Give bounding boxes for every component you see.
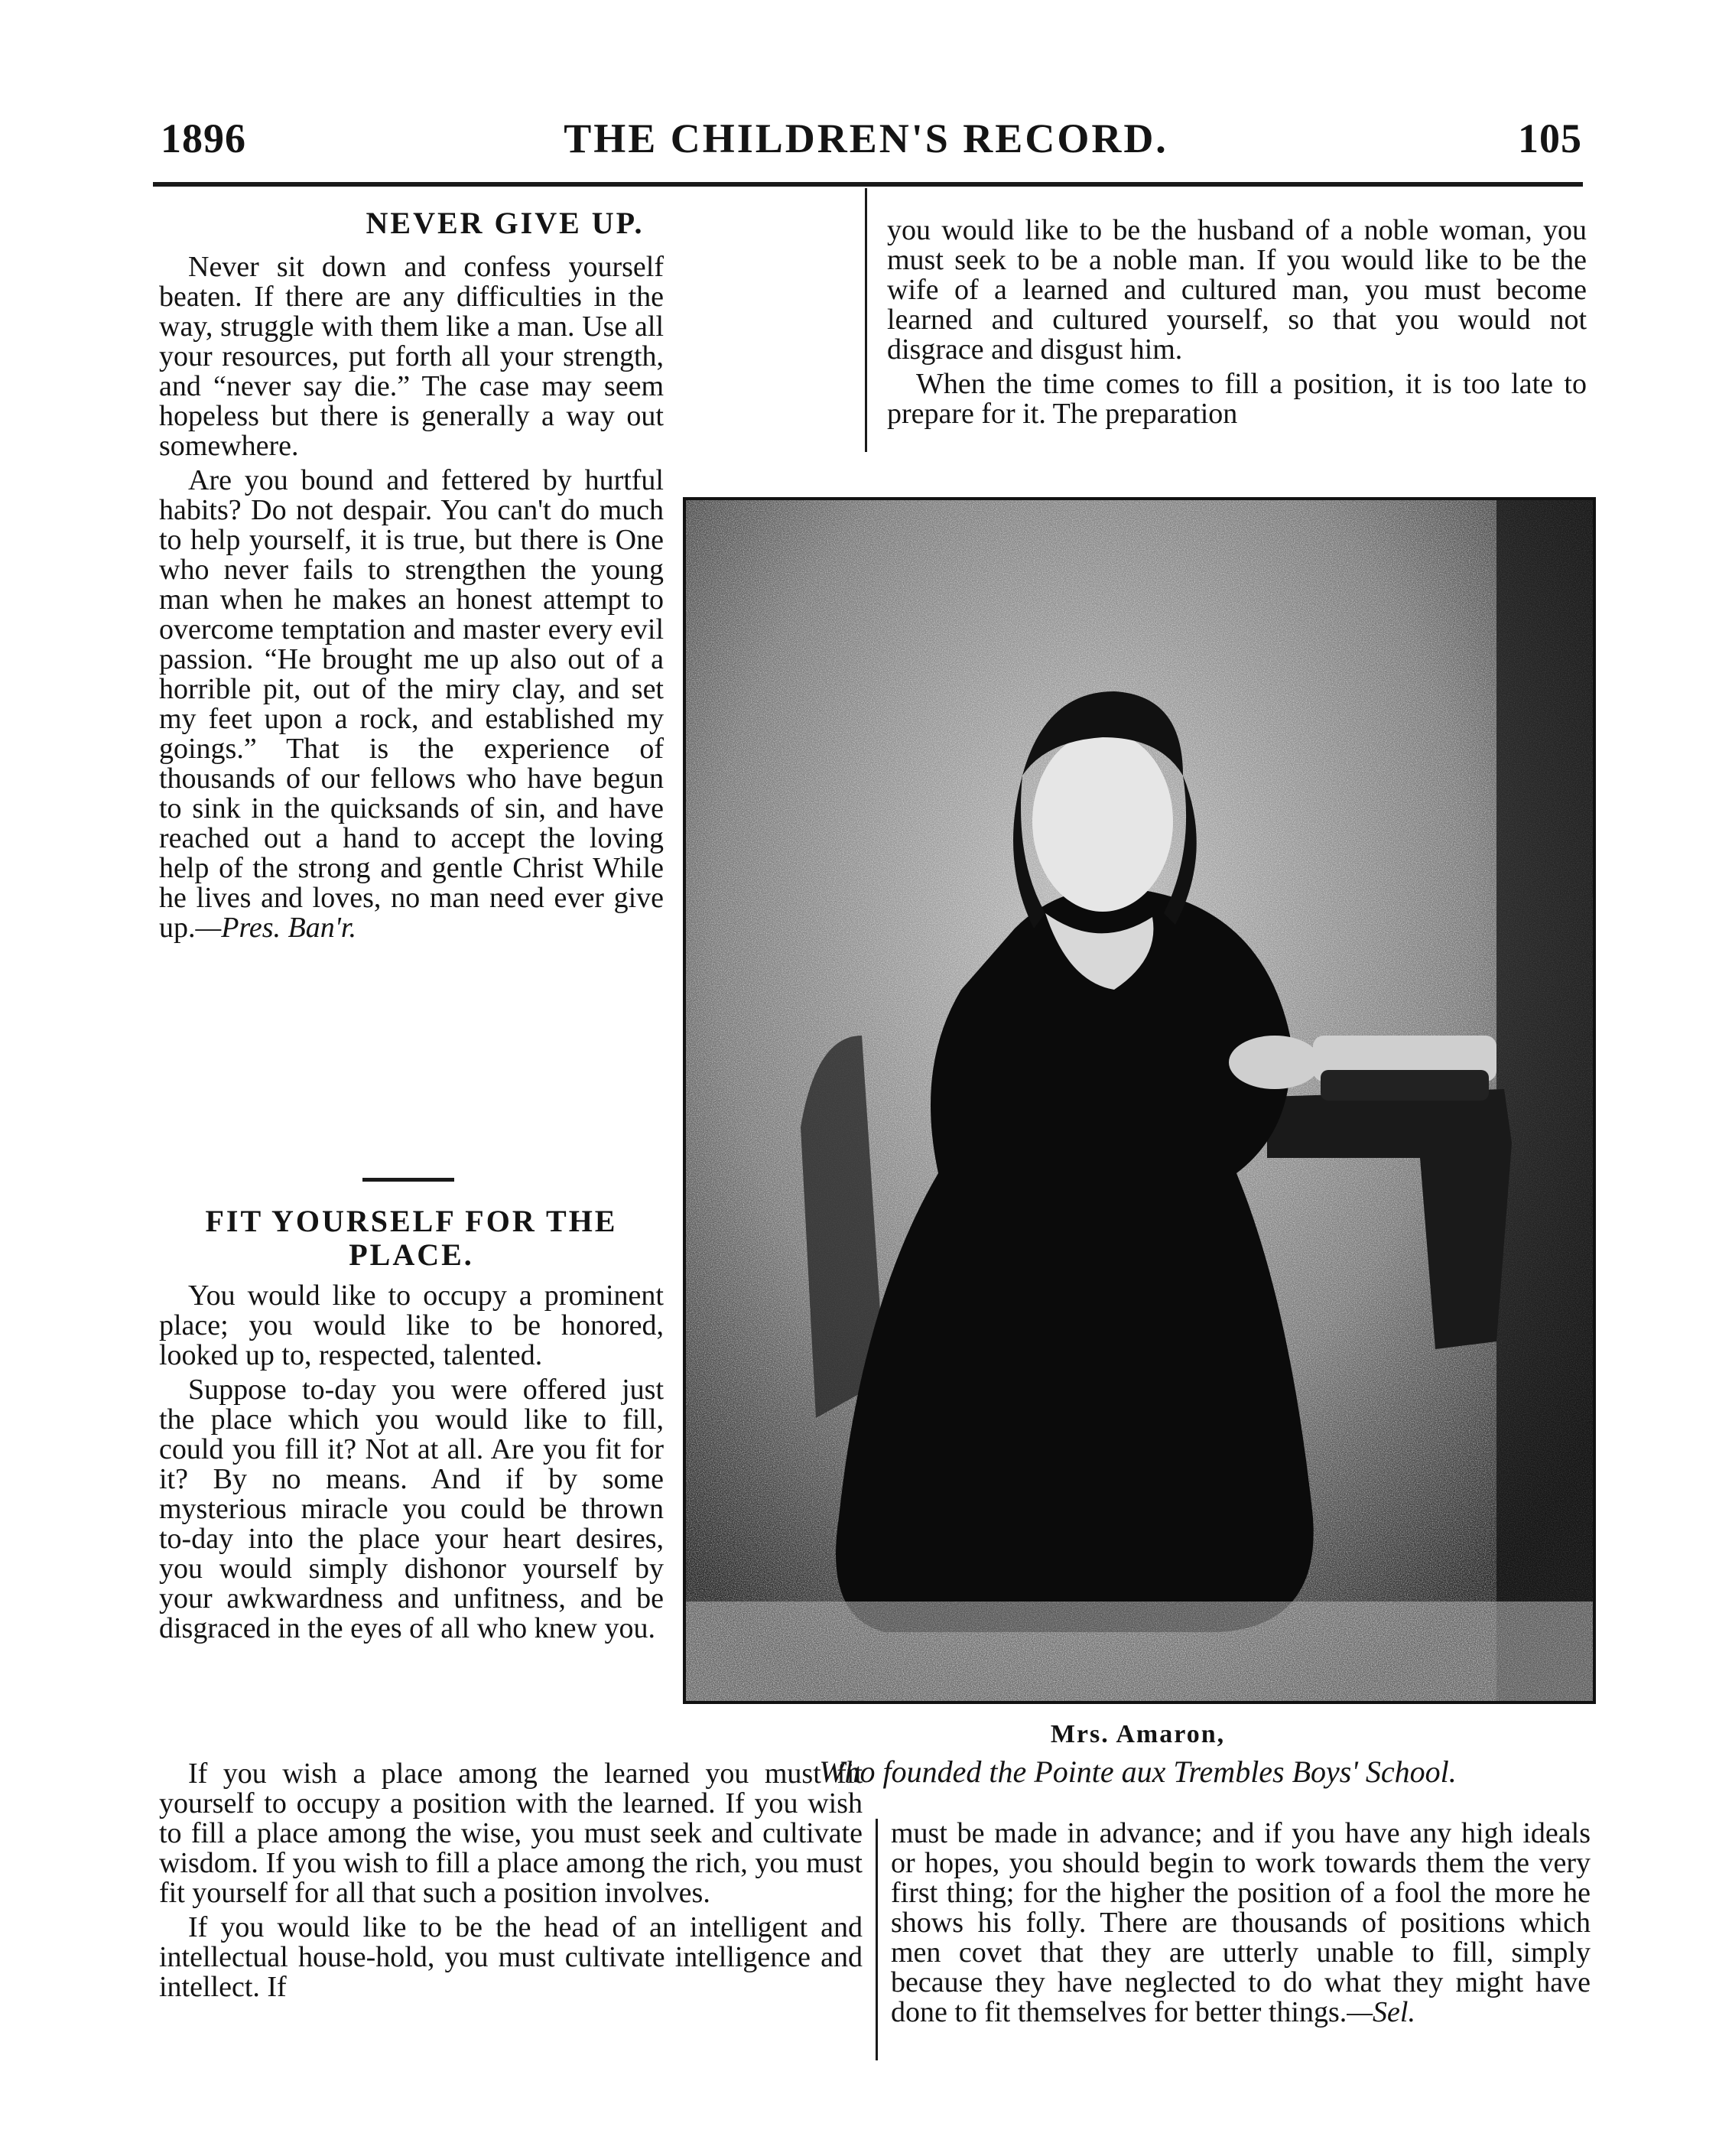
paragraph: Suppose to-day you were offered just the place which you would like to fill, could you fill it? Not at all. Are you fit for it? By no means. And if by some mysterious miracle you could be thrown to-day into the place your heart desires, you would simply dishonor yourself by your awkwardness and unfitness, and be disgraced in the eyes of all who knew you. [159, 1374, 664, 1644]
never-give-up-text [159, 252, 664, 943]
paragraph [891, 1819, 1591, 2028]
fit-yourself-lower-left [159, 1759, 863, 2002]
signature: —Pres. Ban'r. [195, 912, 356, 944]
paragraph: You would like to occupy a prominent place; you would like to be honored, looked up to, respected, talented. [159, 1280, 664, 1371]
fit-yourself-right-bottom [891, 1819, 1591, 2028]
journal-title: THE CHILDREN'S RECORD. [564, 115, 1168, 161]
article-title: NEVER GIVE UP. [366, 206, 645, 240]
fit-yourself-right-top [887, 216, 1587, 429]
photo-caption-subtitle: Who founded the Pointe aux Trembles Boys' School. [819, 1754, 1457, 1789]
paragraph: you would like to be the husband of a noble woman, you must seek to be a noble man. If you would like to be the wife of a learned and cultured man, you must become learned and cultured yourself, so that you would not disgrace and disgust him. [887, 214, 1587, 366]
page-year: 1896 [161, 115, 246, 161]
page-number: 105 [1518, 115, 1582, 161]
article-separator [362, 1178, 454, 1182]
paragraph: When the time comes to fill a position, it is too late to prepare for it. The preparation [887, 368, 1587, 430]
article-never-give-up [159, 206, 851, 246]
signature: —Sel. [1347, 1996, 1415, 2028]
paragraph-text: must be made in advance; and if you have any high ideals or hopes, you should begin to work towards them the very first thing; for the higher the position of a fool the more he shows his folly. There are thousands of positions which men covet that they are utterly unable to fill, simply because they have neglected to do what they might have done to fit themselves for better things. [891, 1817, 1591, 2028]
paragraph: If you would like to be the head of an intelligent and intellectual house-hold, you must cultivate intelligence and intellect. If [159, 1911, 863, 2003]
photo-caption-name: Mrs. Amaron, [1050, 1720, 1226, 1748]
column-rule-bottom [876, 1819, 878, 2060]
paragraph: If you wish a place among the learned you must fit yourself to occupy a position with the learned. If you wish to fill a place among the wise, you must seek and cultivate wisdom. If you wish to fill a place among the rich, you must fit yourself for all that such a position involves. [159, 1758, 863, 1909]
header-rule [153, 182, 1583, 187]
paragraph: Never sit down and confess yourself beaten. If there are any difficulties in the way, struggle with them like a man. Use all your resources, put forth all your strength, and “never say die.” The case may seem hopeless but there is generally a way out somewhere. [159, 251, 664, 462]
paragraph-text: Are you bound and fettered by hurtful habits? Do not despair. You can't do much to help yourself, it is true, but there is One who never fails to strengthen the young man when he makes an honest attempt to overcome temptation and master every evil passion. “He brought me up also out of a horrible pit, out of the miry clay, and set my feet upon a rock, and established my goings.” That is the experience of thousands of our fellows who have begun to sink in the quicksands of sin, and have reached out a hand to accept the loving help of the strong and gentle Christ While he lives and loves, no man need ever give up. [159, 464, 664, 944]
paragraph [159, 466, 664, 943]
article-title: FIT YOURSELF FOR THE PLACE. [205, 1204, 618, 1272]
portrait-photo [683, 497, 1596, 1704]
column-rule-top [865, 188, 867, 452]
portrait-image [686, 500, 1593, 1701]
article-fit-yourself [159, 1205, 664, 1644]
